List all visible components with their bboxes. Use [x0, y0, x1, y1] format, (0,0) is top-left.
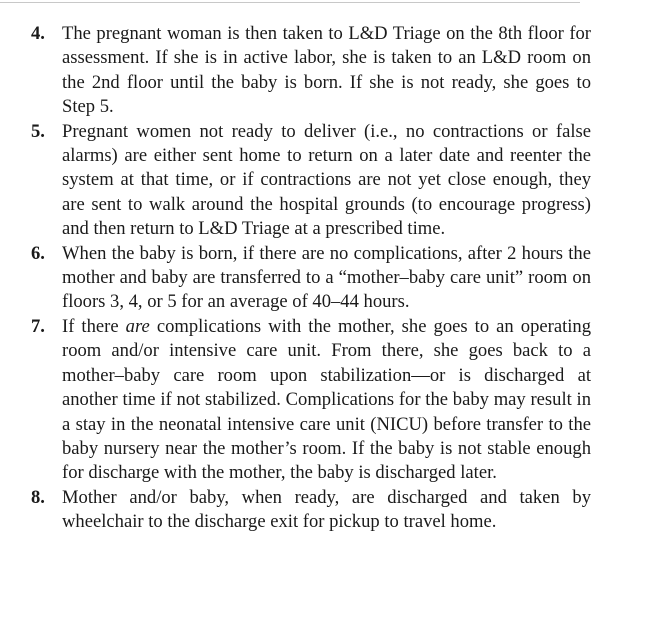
step-text: Pregnant women not ready to deliver (i.e., no contractions or false alarms) are either sent home to return on a later date and reenter the system at that time, or if contractions are not yet close enough, they are sent to walk around the hospital grounds (to encourage progress) and then return to L&D Triage at a prescribed time.: [62, 120, 591, 240]
step-number: 7.: [31, 315, 45, 337]
step-item: [31, 22, 591, 120]
step-text: Mother and/or baby, when ready, are discharged and taken by wheelchair to the discharge exit for pickup to travel home.: [62, 486, 591, 533]
step-item: [31, 486, 591, 535]
step-text-rest: complications with the mother, she goes to an operating room and/or intensive care unit. From there, she goes back to a mother–baby care room upon stabilization—or is discharged at another time if not stabilized. Complications for the baby may result in a stay in the neonatal intensive care unit (NICU) before transfer to the baby nursery near the mother’s room. If the baby is not stable enough for discharge with the mother, the baby is discharged later.: [62, 315, 591, 484]
step-number: 8.: [31, 486, 45, 508]
step-item: [31, 120, 591, 242]
step-text-emphasis: are: [125, 315, 150, 337]
step-number: 4.: [31, 23, 45, 44]
top-divider: [0, 2, 580, 3]
step-number: 5.: [31, 120, 45, 142]
step-item: [31, 315, 591, 486]
step-text: When the baby is born, if there are no complications, after 2 hours the mother and baby are transferred to a “mother–baby care unit” room on floors 3, 4, or 5 for an average of 40–44 hours.: [62, 242, 591, 313]
step-text-start: If there: [62, 315, 126, 337]
step-item: [31, 242, 591, 315]
step-number: 6.: [31, 242, 45, 264]
process-steps-list: [31, 22, 591, 535]
step-text: The pregnant woman is then taken to L&D Triage on the 8th floor for assessment. If she is in active labor, she is taken to an L&D room on the 2nd floor until the baby is born. If she is not ready, she goes to Step 5.: [62, 23, 591, 118]
